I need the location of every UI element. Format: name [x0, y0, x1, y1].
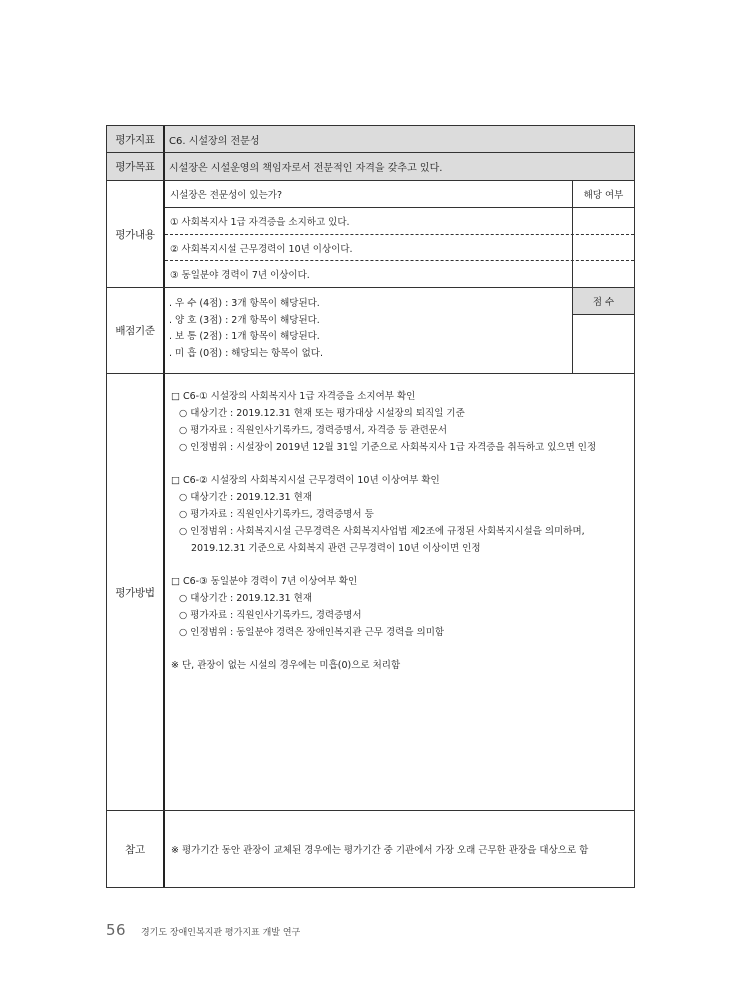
indicator-row: [107, 126, 634, 153]
method-item-continuation: 2019.12.31 기준으로 사회복지 관련 근무경력이 10년 이상이면 인정: [191, 543, 481, 554]
evaluation-table: [106, 125, 635, 888]
indicator-value: C6. 시설장의 전문성: [165, 126, 634, 152]
method-label: 평가방법: [107, 374, 165, 810]
method-item: ○ 인정범위 : 사회복지시설 근무경력은 사회복지사업법 제2조에 규정된 사회복지시설을 의미하며,: [179, 526, 585, 537]
scoring-row: [107, 288, 634, 374]
method-row: [107, 374, 634, 811]
footer-title: 경기도 장애인복지관 평가지표 개발 연구: [140, 928, 301, 938]
content-item-2: [165, 235, 634, 261]
method-block-2-title: □ C6-② 시설장의 사회복지시설 근무경력이 10년 이상여부 확인: [171, 475, 440, 486]
goal-label: 평가목표: [107, 153, 165, 180]
content-item-1-text: ① 사회복지사 1급 자격증을 소지하고 있다.: [170, 217, 350, 228]
method-item: ○ 인정범위 : 동일분야 경력은 장애인복지관 근무 경력을 의미함: [179, 627, 445, 638]
scoring-list: [169, 296, 323, 362]
score-header: 점 수: [572, 288, 634, 315]
method-item: ○ 대상기간 : 2019.12.31 현재: [179, 492, 313, 503]
content-item-2-text: ② 사회복지시설 근무경력이 10년 이상이다.: [170, 243, 353, 255]
reference-row: [107, 811, 634, 887]
reference-value: ※ 평가기간 동안 관장이 교체된 경우에는 평가기간 중 기관에서 가장 오래 근무한 관장을 대상으로 함: [171, 845, 589, 856]
content-row: [107, 181, 634, 288]
method-item: ○ 평가자료 : 직원인사기록카드, 경력증명서, 자격증 등 관련문서: [179, 425, 448, 436]
indicator-label: 평가지표: [107, 126, 165, 152]
scoring-line: . 양 호 (3점) : 2개 항목이 해당된다.: [169, 314, 320, 326]
score-cell: [572, 315, 634, 373]
goal-row: [107, 153, 634, 181]
content-label: 평가내용: [107, 181, 165, 287]
method-item: ○ 평가자료 : 직원인사기록카드, 경력증명서 등: [179, 509, 374, 520]
goal-value: 시설장은 시설운영의 책임자로서 전문적인 자격을 갖추고 있다.: [165, 153, 634, 180]
scoring-line: . 우 수 (4점) : 3개 항목이 해당된다.: [169, 298, 320, 309]
page-number: 56: [106, 921, 127, 939]
method-item: ○ 평가자료 : 직원인사기록카드, 경력증명서: [179, 610, 362, 621]
method-block-1-title: □ C6-① 시설장의 사회복지사 1급 자격증을 소지여부 확인: [171, 391, 416, 402]
reference-label: 참고: [107, 811, 165, 887]
check-header: 해당 여부: [572, 181, 634, 208]
method-content: [171, 388, 624, 674]
check-cell: [572, 208, 634, 287]
scoring-label: 배점기준: [107, 288, 165, 373]
content-item-3: [165, 261, 634, 287]
content-item-1: [165, 208, 634, 235]
scoring-line: . 미 흡 (0점) : 해당되는 항목이 없다.: [169, 347, 323, 359]
method-item: ○ 대상기간 : 2019.12.31 현재: [179, 593, 313, 604]
method-block-3-title: □ C6-③ 동일분야 경력이 7년 이상여부 확인: [171, 576, 358, 587]
content-question: 시설장은 전문성이 있는가?: [165, 181, 572, 208]
method-item: ○ 인정범위 : 시설장이 2019년 12월 31일 기준으로 사회복지사 1급 자격증을 취득하고 있으면 인정: [179, 442, 597, 453]
page-footer: [106, 921, 300, 939]
scoring-line: . 보 통 (2점) : 1개 항목이 해당된다.: [169, 331, 320, 342]
method-note: ※ 단, 관장이 없는 시설의 경우에는 미흡(0)으로 처리함: [171, 660, 401, 671]
method-item: ○ 대상기간 : 2019.12.31 현재 또는 평가대상 시설장의 퇴직일 기준: [179, 408, 465, 419]
content-item-3-text: ③ 동일분야 경력이 7년 이상이다.: [170, 270, 310, 281]
